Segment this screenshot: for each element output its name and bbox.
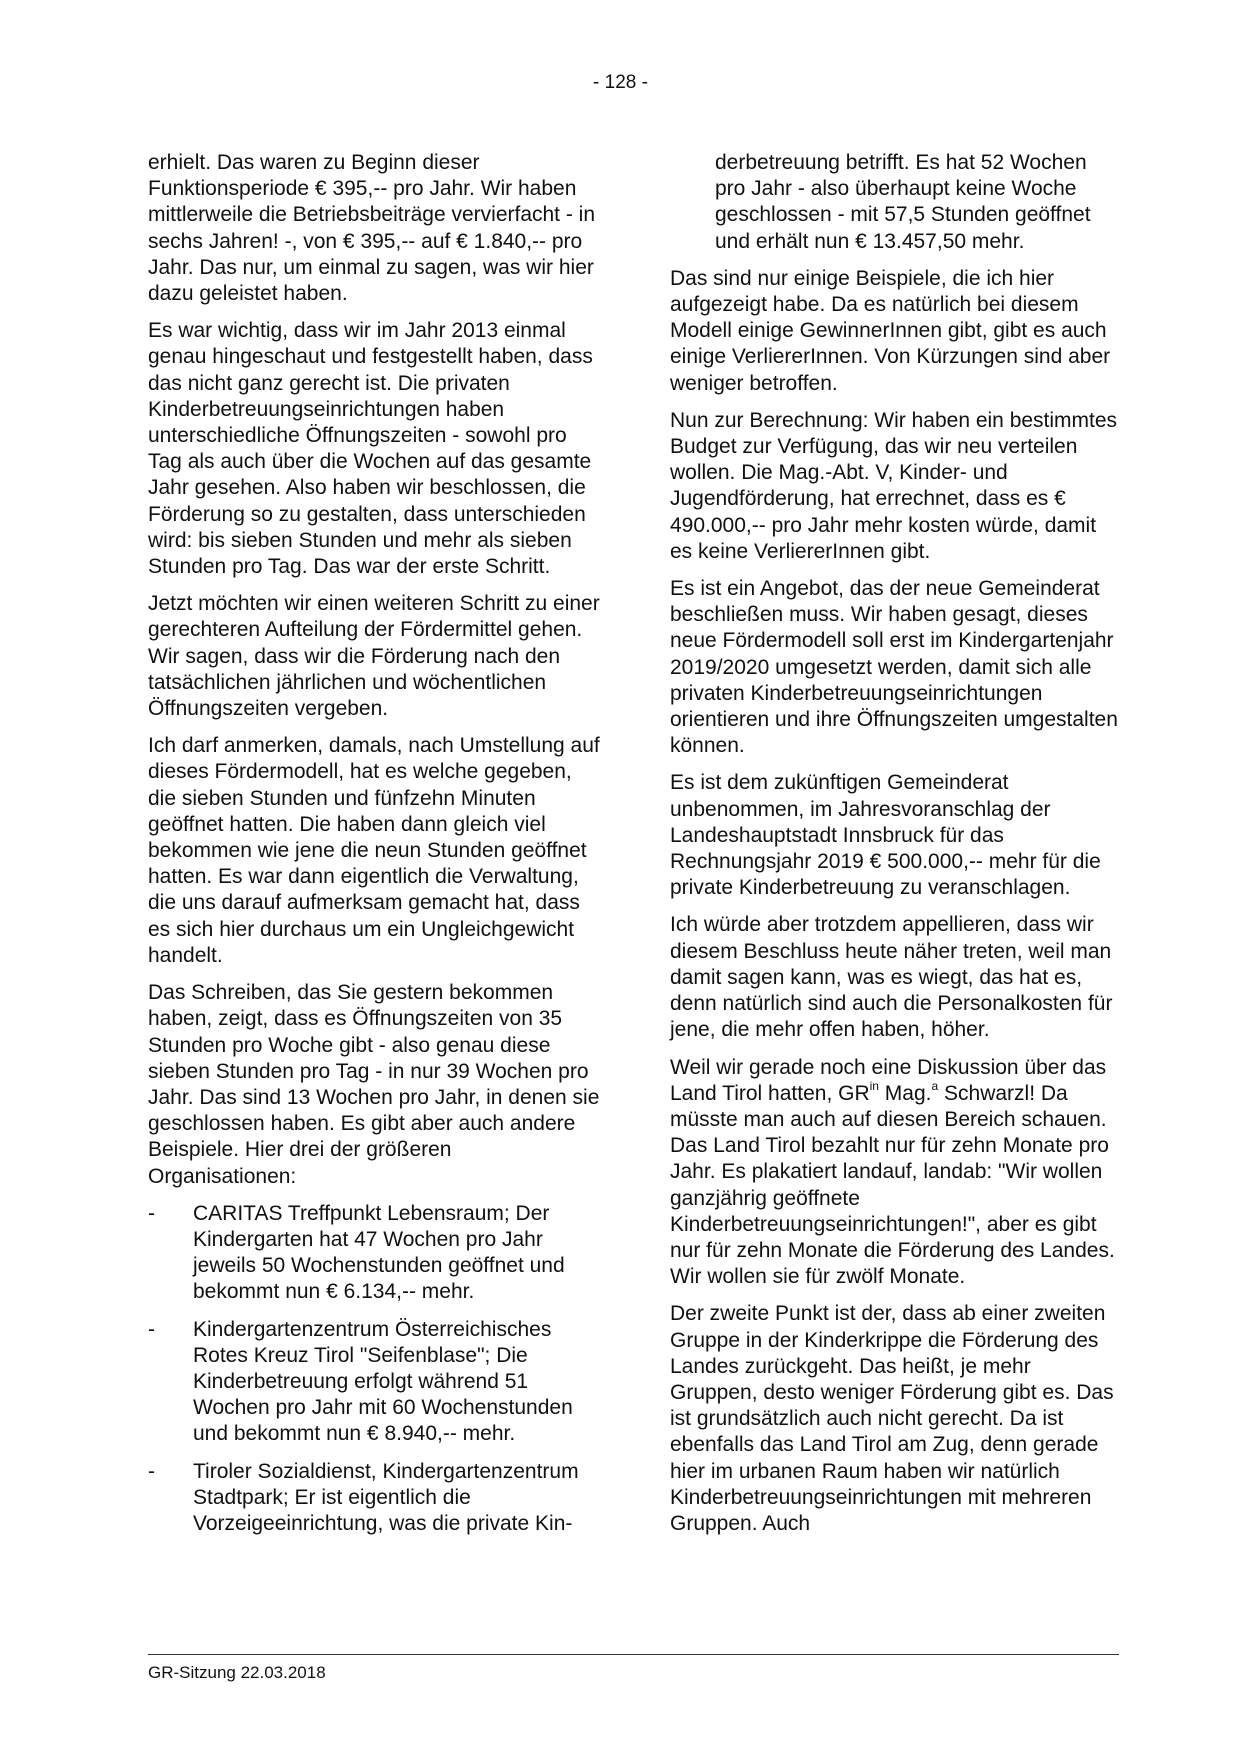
paragraph: Jetzt möchten wir einen weiteren Schritt zu einer gerechteren Aufteilung der Fördermittel gehen. Wir sagen, dass wir die Förderung nach den tatsächlichen jährlichen und wöchentlichen Öffnungszeiten vergeben. (148, 592, 600, 721)
left-column (148, 150, 600, 1548)
list-item (148, 1459, 600, 1538)
list-item (148, 1201, 600, 1306)
paragraph: Ich würde aber trotzdem appellieren, dass wir diesem Beschluss heute näher treten, weil man damit sagen kann, was es wiegt, das hat es, denn natürlich sind auch die Personalkosten für jene, die mehr offen haben, höher. (670, 913, 1113, 1042)
list-item (148, 1317, 600, 1448)
list-dash: - (148, 1317, 155, 1341)
paragraph (670, 1055, 1122, 1291)
superscript: in (869, 1078, 879, 1093)
paragraph-text: Schwarzl! Da müsste man auch auf diesen Bereich schauen. Das Land Tirol bezahlt nur für zehn Monate pro Jahr. Es plakatiert landauf, landab: "Wir wollen ganzjährig geöffnete Kinderbetreuungseinrichtungen!", aber es gibt nur für zehn Monate die Förderung des Landes. Wir wollen sie für zwölf Monate. (670, 1081, 1115, 1289)
paragraph: Ich darf anmerken, damals, nach Umstellung auf dieses Fördermodell, hat es welche gegeben, die sieben Stunden und fünfzehn Minuten geöffnet hatten. Die haben dann gleich viel bekommen wie jene die neun Stunden geöffnet hatten. Es war dann eigentlich die Verwaltung, die uns darauf aufmerksam gemacht hat, dass es sich hier durchaus um ein Ungleichgewicht handelt. (148, 734, 600, 967)
page-number: - 128 - (593, 72, 648, 93)
paragraph: Es ist dem zukünftigen Gemeinderat unbenommen, im Jahresvoranschlag der Landeshauptstadt Innsbruck für das Rechnungsjahr 2019 € 500.000,-- mehr für die private Kinderbetreuung zu veranschlagen. (670, 771, 1101, 900)
footer-text: GR-Sitzung 22.03.2018 (148, 1663, 326, 1682)
paragraph: erhielt. Das waren zu Beginn dieser Funktionsperiode € 395,-- pro Jahr. Wir haben mittlerweile die Betriebsbeiträge vervierfacht - in sechs Jahren! -, von € 395,-- auf € 1.840,-- pro Jahr. Das nur, um einmal zu sagen, was wir hier dazu geleistet haben. (148, 151, 596, 306)
superscript: a (931, 1078, 939, 1093)
paragraph: Nun zur Berechnung: Wir haben ein bestimmtes Budget zur Verfügung, das wir neu verteilen wollen. Die Mag.-Abt. V, Kinder- und Jugendförderung, hat errechnet, dass es € 490.000,-- pro Jahr mehr kosten würde, damit es keine VerliererInnen gibt. (670, 408, 1118, 563)
list-dash: - (148, 1201, 155, 1225)
footer-divider (148, 1654, 1119, 1655)
paragraph: Es war wichtig, dass wir im Jahr 2013 einmal genau hingeschaut und festgestellt haben, dass das nicht ganz gerecht ist. Die privaten Kinderbetreuungseinrichtungen haben unterschiedliche Öffnungszeiten - sowohl pro Tag als auch über die Wochen auf das gesamte Jahr gesehen. Also haben wir beschlossen, die Förderung so zu gestalten, dass unterschieden wird: bis sieben Stunden und mehr als sieben Stunden pro Tag. Das war der erste Schritt. (148, 319, 593, 579)
list-item-text: CARITAS Treffpunkt Lebensraum; Der Kindergarten hat 47 Wochen pro Jahr jeweils 50 Wochenstunden geöffnet und bekommt nun € 6.134,-- mehr. (193, 1201, 565, 1304)
list-item-text: Tiroler Sozialdienst, Kindergartenzentrum Stadtpark; Er ist eigentlich die Vorzeigeeinrichtung, was die private Kin- (193, 1459, 579, 1535)
paragraph-text: Mag. (878, 1081, 932, 1105)
list-dash: - (148, 1459, 155, 1483)
paragraph: Es ist ein Angebot, das der neue Gemeinderat beschließen muss. Wir haben gesagt, dieses neue Fördermodell soll erst im Kindergartenjahr 2019/2020 umgesetzt werden, damit sich alle privaten Kinderbetreuungseinrichtungen orientieren und ihre Öffnungszeiten umgestalten können. (670, 577, 1118, 758)
paragraph: Das Schreiben, das Sie gestern bekommen haben, zeigt, dass es Öffnungszeiten von 35 Stunden pro Woche gibt - also genau diese sieben Stunden pro Tag - in nur 39 Wochen pro Jahr. Das sind 13 Wochen pro Jahr, in denen sie geschlossen haben. Es gibt aber auch andere Beispiele. Hier drei der größeren Organisationen: (148, 981, 600, 1188)
list-item-continuation: derbetreuung betrifft. Es hat 52 Wochen pro Jahr - also überhaupt keine Woche geschlossen - mit 57,5 Stunden geöffnet und erhält nun € 13.457,50 mehr. (715, 151, 1091, 253)
list-item-text: Kindergartenzentrum Österreichisches Rotes Kreuz Tirol "Seifenblase"; Die Kinderbetreuung erfolgt während 51 Wochen pro Jahr mit 60 Wochenstunden und bekommt nun € 8.940,-- mehr. (193, 1317, 573, 1446)
paragraph: Der zweite Punkt ist der, dass ab einer zweiten Gruppe in der Kinderkrippe die Förderung des Landes zurückgeht. Das heißt, je mehr Gruppen, desto weniger Förderung gibt es. Das ist grundsätzlich auch nicht gerecht. Da ist ebenfalls das Land Tirol am Zug, denn gerade hier im urbanen Raum haben wir natürlich Kinderbetreuungseinrichtungen mit mehreren Gruppen. Auch (670, 1302, 1114, 1535)
paragraph-text: Weil wir gerade noch eine Diskussion über das Land Tirol hatten, GR (670, 1055, 1107, 1105)
right-column (670, 150, 1122, 1548)
paragraph: Das sind nur einige Beispiele, die ich hier aufgezeigt habe. Da es natürlich bei diesem Modell einige GewinnerInnen gibt, gibt es auch einige VerliererInnen. Von Kürzungen sind aber weniger betroffen. (670, 266, 1111, 395)
